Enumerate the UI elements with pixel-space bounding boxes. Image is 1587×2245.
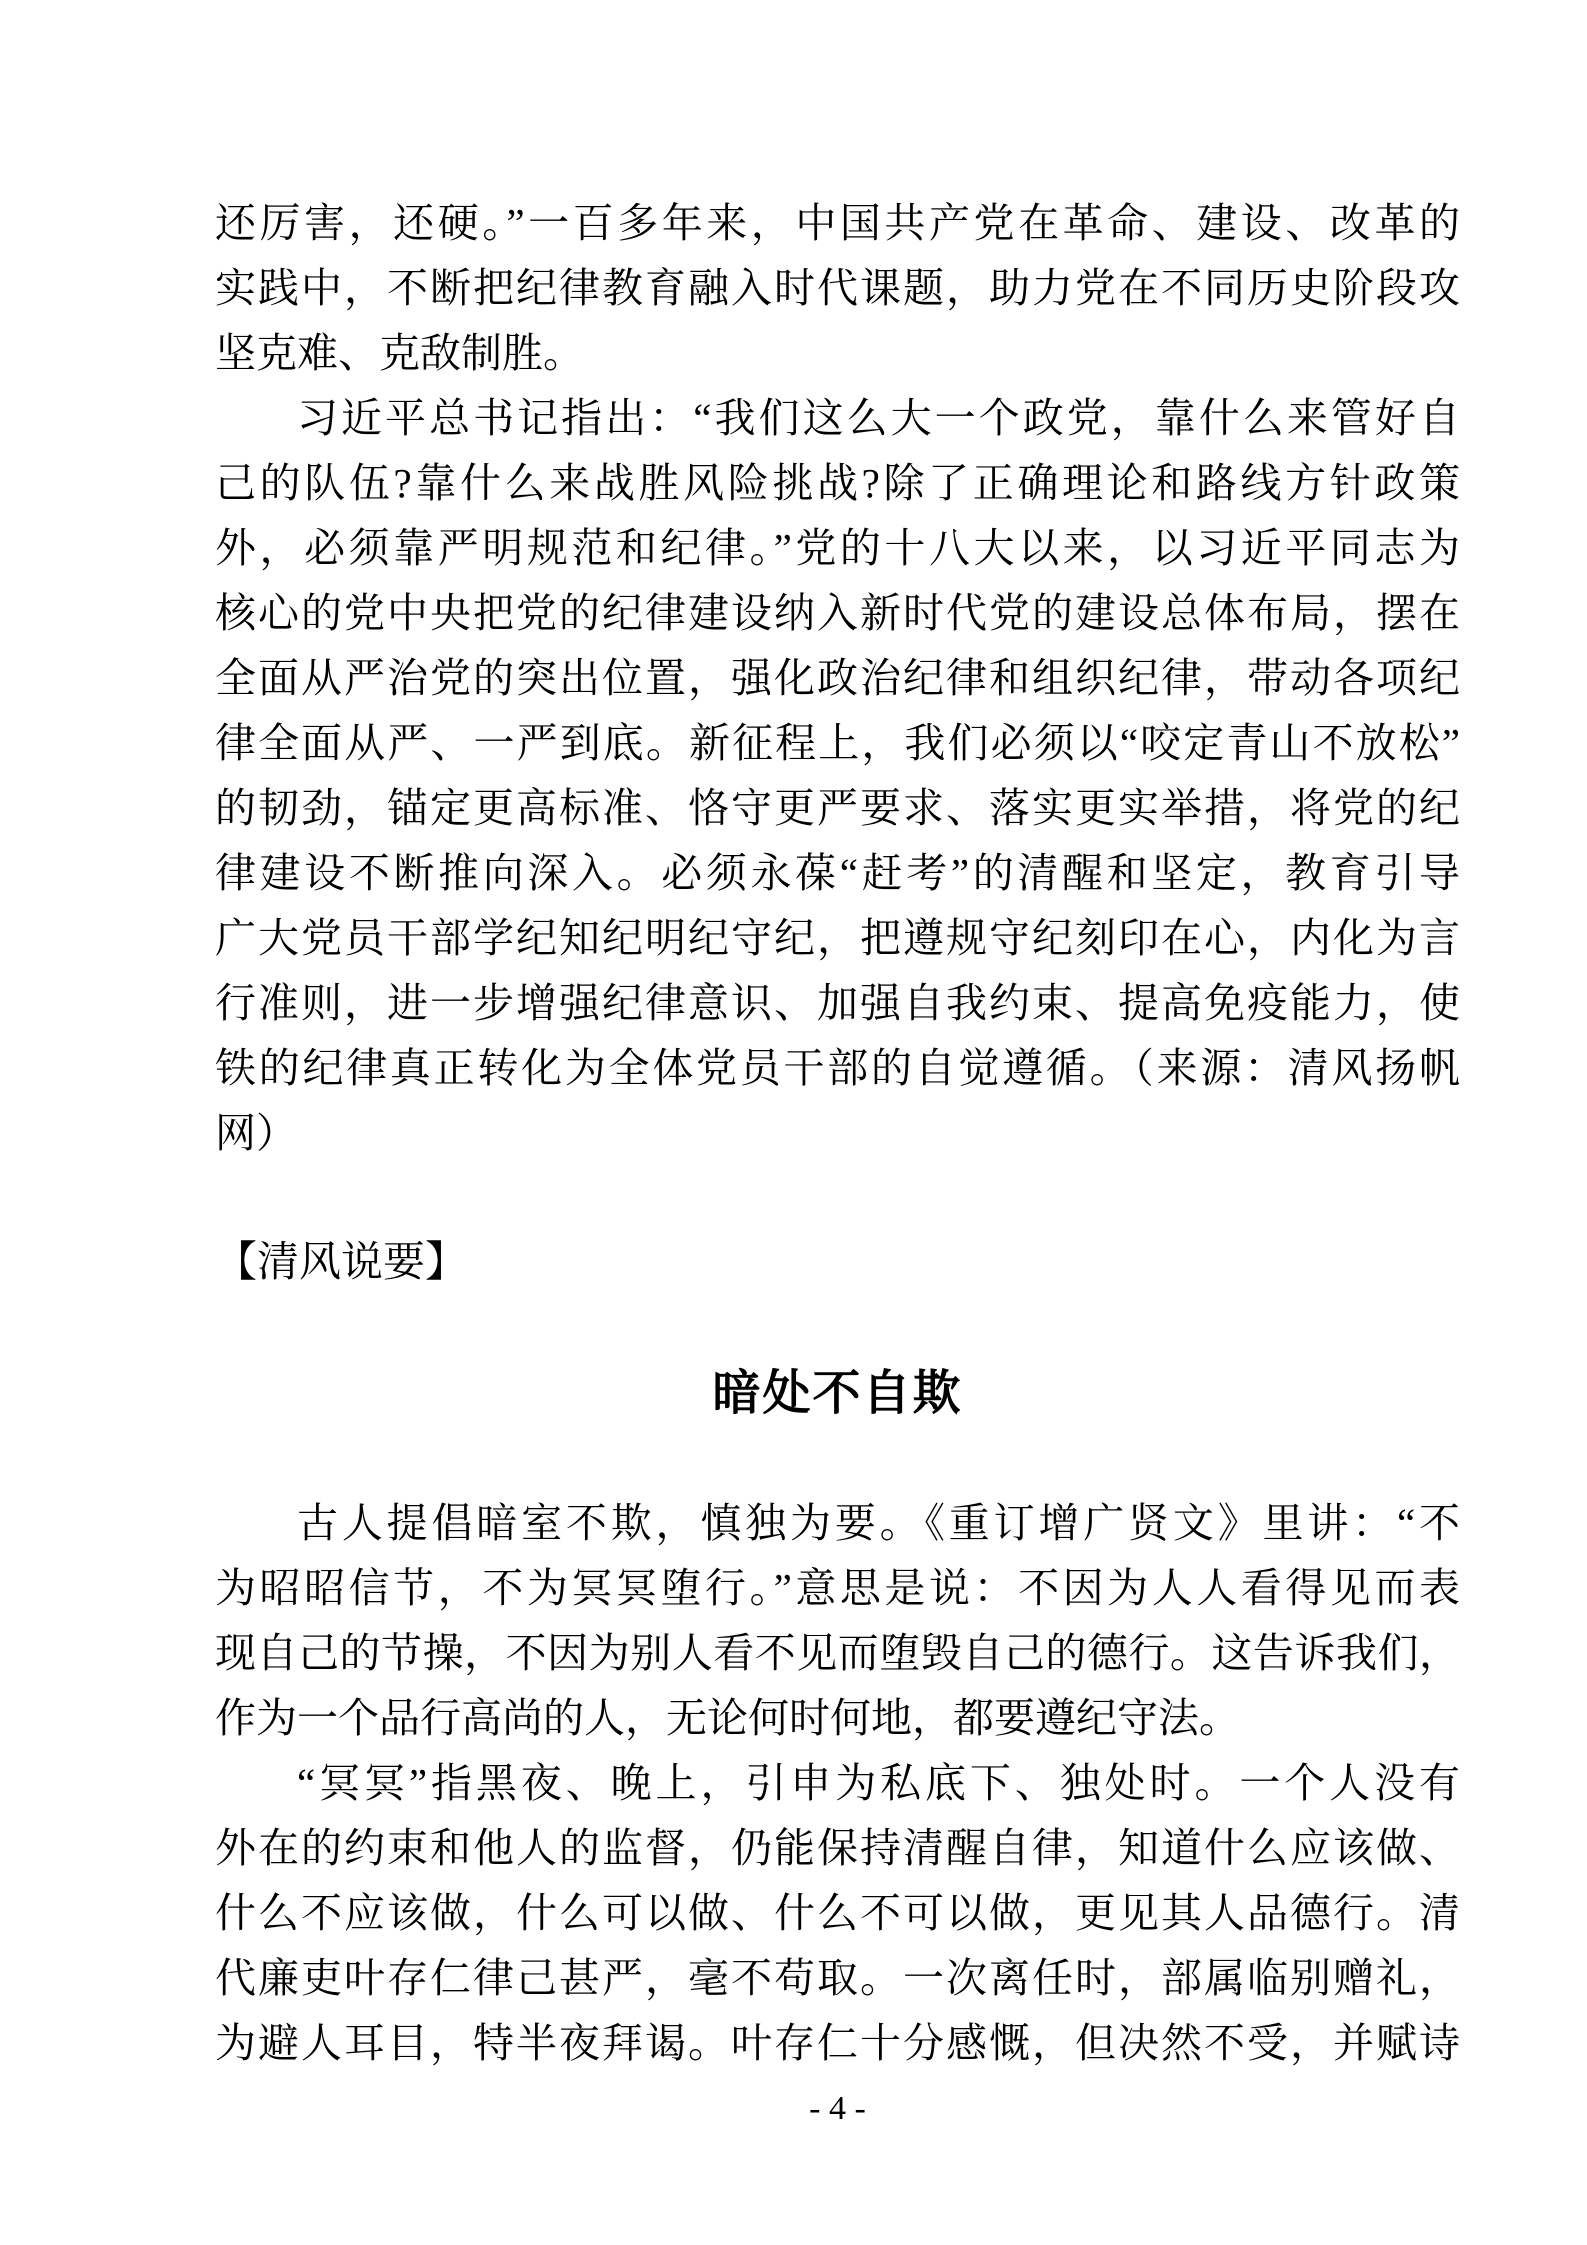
spacer (215, 1426, 1460, 1491)
text-line: 坚克难、克敌制胜。 (215, 330, 584, 376)
spacer (215, 1166, 1460, 1231)
text-line: 核心的党中央把党的纪律建设纳入新时代党的建设总体布局，摆在 (215, 590, 1460, 636)
text-line: 现自己的节操，不因为别人看不见而堕毁自己的德行。这告诉我们， (215, 1630, 1460, 1676)
text-line: 为昭昭信节，不为冥冥堕行。”意思是说：不因为人人看得见而表 (215, 1565, 1460, 1611)
text-line: 的韧劲，锚定更高标准、恪守更严要求、落实更实举措，将党的纪 (215, 785, 1460, 831)
text-line: 外，必须靠严明规范和纪律。”党的十八大以来，以习近平同志为 (215, 525, 1460, 571)
text-line: 行准则，进一步增强纪律意识、加强自我约束、提高免疫能力，使 (215, 980, 1460, 1026)
paragraph-3 (215, 1491, 1460, 1751)
text-line: 铁的纪律真正转化为全体党员干部的自觉遵循。（来源：清风扬帆 (215, 1045, 1460, 1091)
text-line: 为避人耳目，特半夜拜谒。叶存仁十分感慨，但决然不受，并赋诗 (215, 2020, 1460, 2066)
text-line: 外在的约束和他人的监督，仍能保持清醒自律，知道什么应该做、 (215, 1825, 1460, 1871)
text-line: 古人提倡暗室不欺，慎独为要。《重订增广贤文》里讲：“不 (297, 1500, 1460, 1546)
text-line: 还厉害，还硬。”一百多年来，中国共产党在革命、建设、改革的 (215, 200, 1460, 246)
paragraph-2 (215, 386, 1460, 1166)
text-line: 律建设不断推向深入。必须永葆“赶考”的清醒和坚定，教育引导 (215, 850, 1460, 896)
page-number: - 4 - (809, 2090, 866, 2127)
page-content (215, 191, 1460, 2141)
text-line: 代廉吏叶存仁律己甚严，毫不苟取。一次离任时，部属临别赠礼， (215, 1955, 1460, 2001)
spacer (215, 1296, 1460, 1361)
section-header: 【清风说要】 (215, 1240, 468, 1286)
paragraph-1 (215, 191, 1460, 386)
text-line: 作为一个品行高尚的人，无论何时何地，都要遵纪守法。 (215, 1695, 1240, 1741)
text-line: “冥冥”指黑夜、晚上，引申为私底下、独处时。一个人没有 (297, 1760, 1460, 1806)
text-line: 律全面从严、一严到底。新征程上，我们必须以“咬定青山不放松” (215, 720, 1460, 766)
text-line: 己的队伍?靠什么来战胜风险挑战?除了正确理论和路线方针政策 (215, 460, 1460, 506)
text-line: 实践中，不断把纪律教育融入时代课题，助力党在不同历史阶段攻 (215, 265, 1460, 311)
text-line: 网） (215, 1110, 297, 1156)
text-line: 广大党员干部学纪知纪明纪守纪，把遵规守纪刻印在心，内化为言 (215, 915, 1460, 961)
paragraph-4 (215, 1751, 1460, 2076)
article-title: 暗处不自欺 (712, 1367, 963, 1420)
text-line: 什么不应该做，什么可以做、什么不可以做，更见其人品德行。清 (215, 1890, 1460, 1936)
text-line: 全面从严治党的突出位置，强化政治纪律和组织纪律，带动各项纪 (215, 655, 1460, 701)
text-line: 习近平总书记指出：“我们这么大一个政党，靠什么来管好自 (297, 395, 1460, 441)
